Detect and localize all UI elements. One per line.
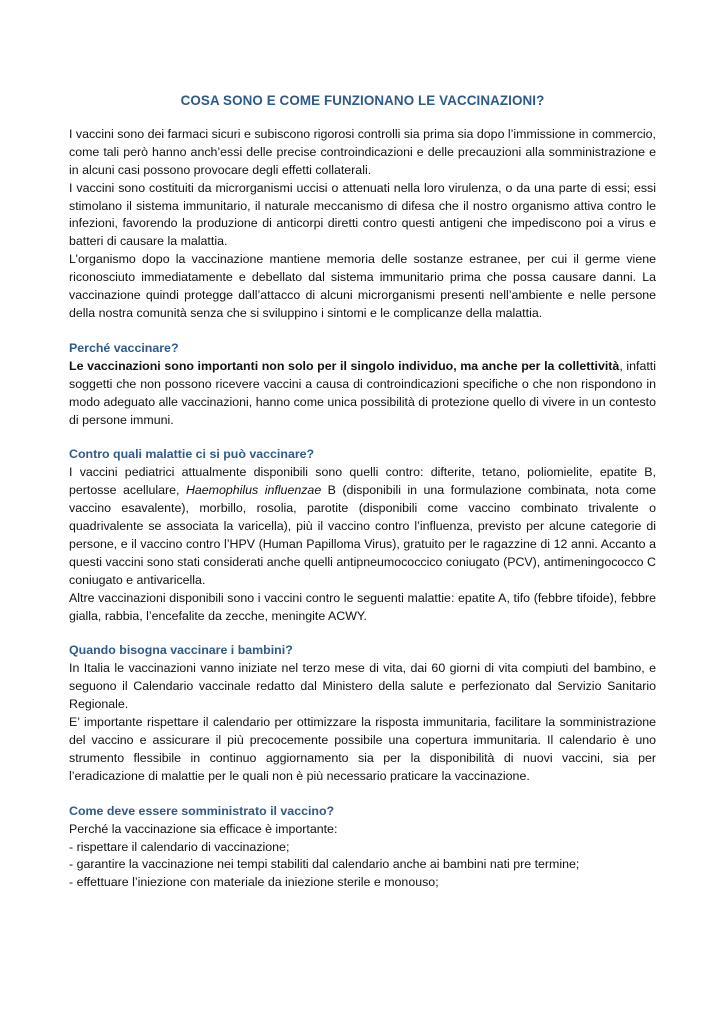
list-item: - garantire la vaccinazione nei tempi stabiliti dal calendario anche ai bambini nati pre termine;: [69, 857, 580, 872]
list-item: - rispettare il calendario di vaccinazione;: [69, 839, 290, 854]
diseases-paragraph-2: Altre vaccinazioni disponibili sono i vaccini contro le seguenti malattie: epatite A, tifo (febbre tifoide), febbre gialla, rabbia, l’encefalite da zecche, meningite ACWY.: [69, 590, 656, 623]
when-paragraph-2: E’ importante rispettare il calendario per ottimizzare la risposta immunitaria, facilitare la somministrazione del vaccino e assicurare il più precocemente possibile una copertura immunitaria. Il calendario è uno strumento flessibile in continuo aggiornamento sia per la disponibilità di nuovi vaccini, sia per l’eradicazione di malattie per le quali non è più necessario praticare la vaccinazione.: [69, 715, 656, 783]
section-heading-when: Quando bisogna vaccinare i bambini?: [69, 643, 293, 658]
section-heading-how: Come deve essere somministrato il vaccino?: [69, 803, 335, 818]
why-bold-statement: Le vaccinazioni sono importanti non solo per il singolo individuo, ma anche per la collettività: [69, 358, 620, 373]
diseases-text-b: B (disponibili in una formulazione combinata, nota come vaccino esavalente), morbillo, rosolia, parotite (disponibili come vaccino combinato trivalente o quadrivalente se associata la varicella), più il vaccino contro l’influenza, previsto per alcune categorie di persone, e il vaccino contro l’HPV (Human Papilloma Virus), gratuito per le ragazzine di 12 anni. Accanto a questi vaccini sono stati considerati anche quelli antipneumococcico coniugato (PCV), antimeningococco C coniugato e antivaricella.: [69, 483, 657, 587]
how-intro: Perché la vaccinazione sia efficace è importante:: [69, 821, 338, 836]
diseases-italic-term: Haemophilus influenzae: [185, 483, 322, 498]
section-heading-why: Perché vaccinare?: [69, 340, 179, 355]
document-title: COSA SONO E COME FUNZIONANO LE VACCINAZIONI?: [180, 93, 545, 108]
how-list: [69, 839, 656, 893]
list-item: - effettuare l’iniezione con materiale da iniezione sterile e monouso;: [69, 875, 439, 890]
why-rest-text: , infatti soggetti che non possono ricevere vaccini a causa di controindicazioni specifiche o che non rispondono in modo adeguato alle vaccinazioni, hanno come unica possibilità di protezione quello di vivere in un contesto di persone immuni.: [69, 358, 656, 427]
intro-paragraph-1: I vaccini sono dei farmaci sicuri e subiscono rigorosi controlli sia prima sia dopo l’immissione in commercio, come tali però hanno anch’essi delle precise controindicazioni e delle precauzioni alla somministrazione e in alcuni casi possono provocare degli effetti collaterali.: [69, 126, 656, 177]
intro-paragraph-3: L’organismo dopo la vaccinazione mantiene memoria delle sostanze estranee, per cui il germe viene riconosciuto immediatamente e debellato dal sistema immunitario prima che possa causare danni. La vaccinazione quindi protegge dall’attacco di alcuni microrganismi presenti nell’ambiente e nelle persone della nostra comunità senza che si sviluppino i sintomi e le complicanze della malattia.: [69, 252, 656, 320]
diseases-text-a: I vaccini pediatrici attualmente disponibili sono quelli contro: difterite, tetano, poliomielite, epatite B, pertosse acellulare,: [69, 465, 656, 498]
document-page: [69, 92, 656, 892]
diseases-paragraph-1: [69, 464, 656, 589]
when-paragraph-1: In Italia le vaccinazioni vanno iniziate nel terzo mese di vita, dai 60 giorni di vita compiuti del bambino, e seguono il Calendario vaccinale redatto dal Ministero della salute e perfezionato dal Servizio Sanitario Regionale.: [69, 661, 656, 712]
intro-paragraph-2: I vaccini sono costituiti da microrganismi uccisi o attenuati nella loro virulenza, o da una parte di essi; essi stimolano il sistema immunitario, il naturale meccanismo di difesa che il nostro organismo attiva contro le infezioni, favorendo la produzione di anticorpi diretti contro questi antigeni che impediscono poi a virus e batteri di causare la malattia.: [69, 180, 656, 249]
section-heading-diseases: Contro quali malattie ci si può vaccinare?: [69, 447, 315, 462]
why-paragraph: [69, 358, 656, 430]
